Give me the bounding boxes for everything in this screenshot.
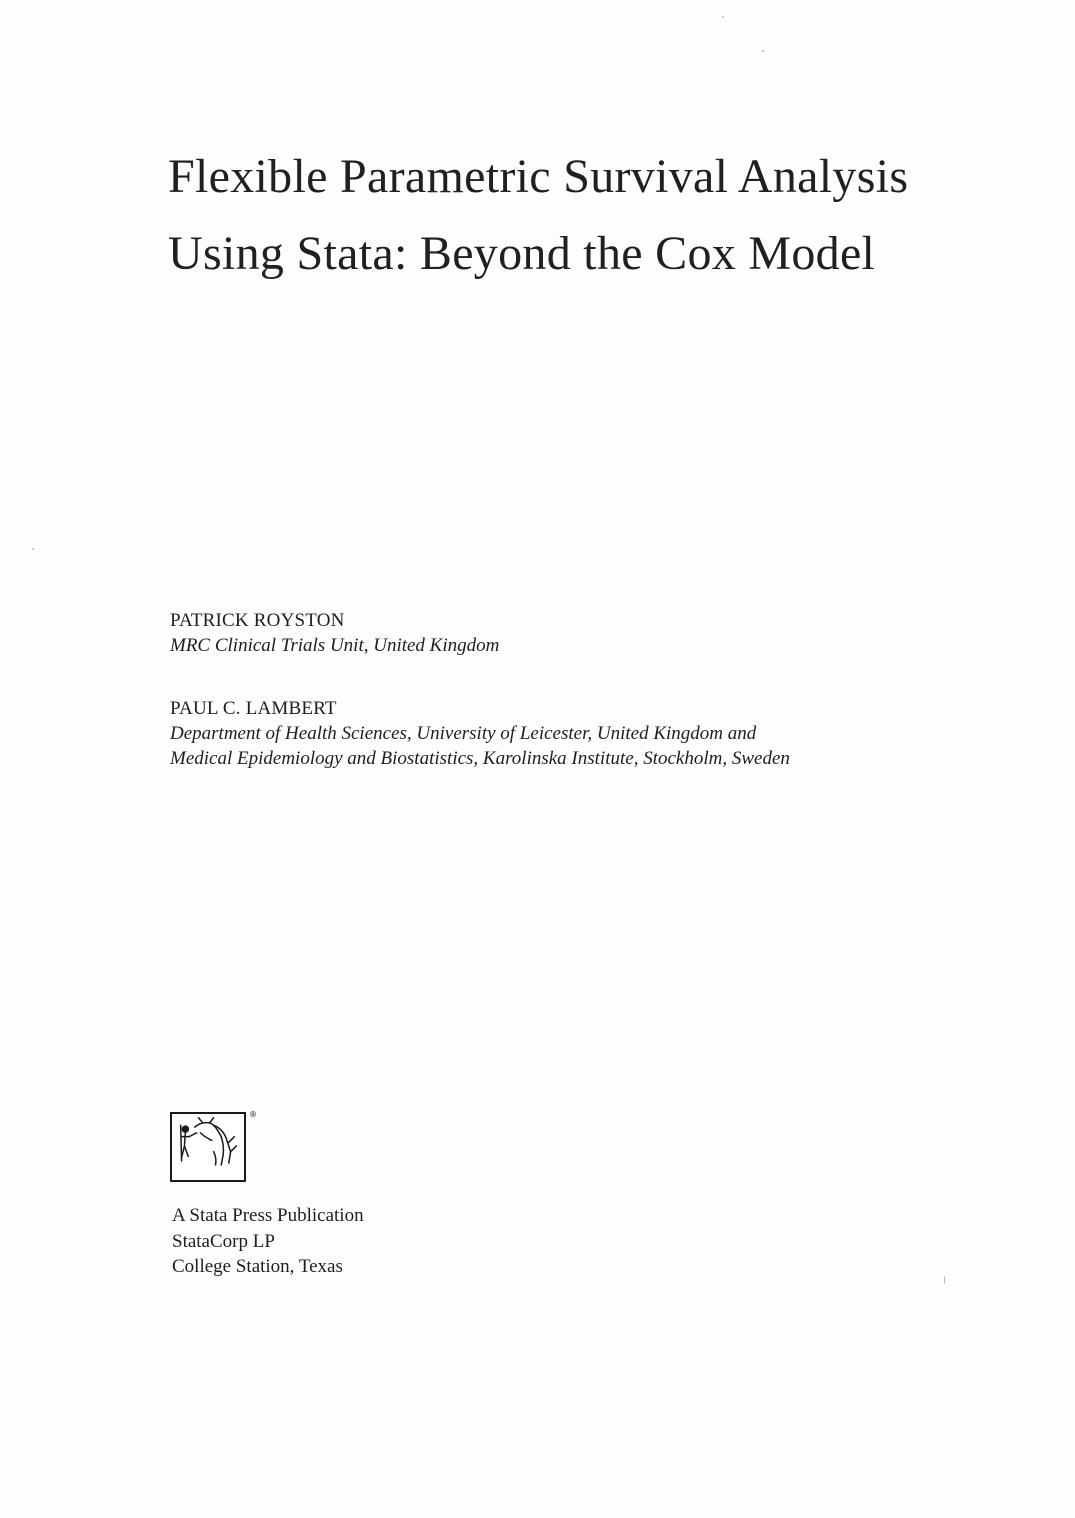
publisher-line: A Stata Press Publication: [172, 1205, 364, 1226]
scan-speck: [762, 50, 764, 52]
stata-press-logo-icon: [170, 1112, 246, 1182]
author-name: PAUL C. LAMBERT: [170, 698, 337, 719]
author-affiliation: MRC Clinical Trials Unit, United Kingdom: [170, 635, 500, 656]
scan-speck: [32, 548, 34, 550]
title-line-2: Using Stata: Beyond the Cox Model: [168, 227, 876, 280]
publisher-location: College Station, Texas: [172, 1256, 343, 1277]
author-affiliation: Department of Health Sciences, University of Leicester, United Kingdom and: [170, 723, 757, 744]
author-affiliation: Medical Epidemiology and Biostatistics, Karolinska Institute, Stockholm, Sweden: [170, 748, 790, 769]
author-block-royston: [170, 608, 499, 658]
author-name: PATRICK ROYSTON: [170, 610, 345, 631]
publisher-name: StataCorp LP: [172, 1230, 275, 1252]
book-title: [168, 138, 1028, 292]
title-line-1: Flexible Parametric Survival Analysis: [168, 150, 909, 203]
author-block-lambert: [170, 696, 790, 771]
scan-speck: [722, 16, 724, 18]
scan-speck: [944, 1276, 945, 1284]
publisher-block: [172, 1203, 364, 1280]
registered-mark: ®: [249, 1110, 257, 1119]
